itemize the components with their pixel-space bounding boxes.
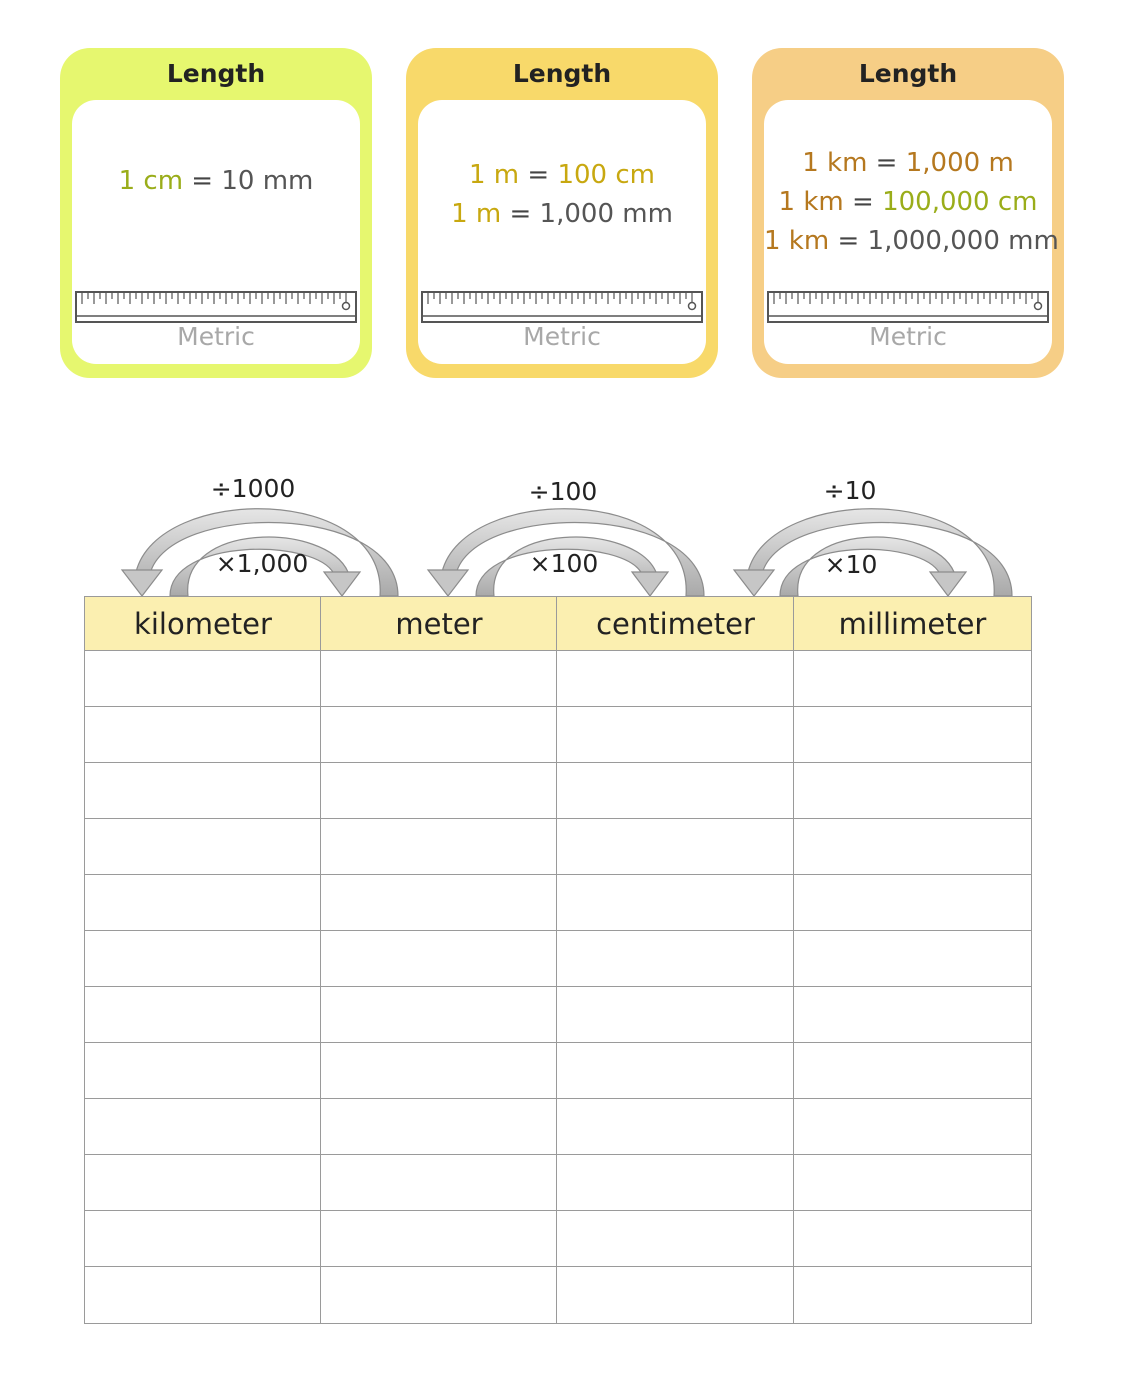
table-cell[interactable]: [84, 930, 322, 988]
table-cell[interactable]: [320, 818, 558, 876]
table-cell[interactable]: [320, 874, 558, 932]
table-cell[interactable]: [320, 1098, 558, 1156]
table-cell[interactable]: [556, 1154, 795, 1212]
equals-sign: =: [501, 199, 540, 229]
table-cell[interactable]: [84, 986, 322, 1044]
table-cell[interactable]: [556, 1042, 795, 1100]
card-title: Length: [512, 59, 612, 88]
equals-sign: =: [519, 160, 558, 190]
table-cell[interactable]: [556, 706, 795, 764]
metric-label: Metric: [523, 322, 601, 351]
multiply-arrowhead: [632, 572, 668, 596]
unit-left: 1 m: [451, 199, 502, 229]
table-cell[interactable]: [556, 818, 795, 876]
multiply-arrowhead: [324, 572, 360, 596]
table-cell[interactable]: [556, 986, 795, 1044]
equals-sign: =: [843, 187, 883, 217]
unit-left: 1 km: [778, 187, 844, 217]
divide-label: ÷1000: [210, 474, 296, 503]
multiply-arrowhead: [930, 572, 966, 596]
header-centimeter: centimeter: [556, 596, 795, 652]
table-cell[interactable]: [320, 930, 558, 988]
unit-right: 10 mm: [221, 166, 314, 196]
table-cell[interactable]: [793, 650, 1032, 708]
table-cell[interactable]: [793, 930, 1032, 988]
table-cell[interactable]: [793, 762, 1032, 820]
table-cell[interactable]: [320, 1042, 558, 1100]
table-cell[interactable]: [320, 762, 558, 820]
table-cell[interactable]: [793, 986, 1032, 1044]
divide-arrowhead: [428, 570, 468, 596]
multiply-label: ×100: [529, 549, 599, 578]
table-cell[interactable]: [793, 1154, 1032, 1212]
table-cell[interactable]: [84, 1042, 322, 1100]
unit-right: 1,000,000 mm: [867, 226, 1059, 256]
divide-arrowhead: [734, 570, 774, 596]
table-cell[interactable]: [793, 1266, 1032, 1324]
table-cell[interactable]: [793, 1098, 1032, 1156]
unit-right: 100 cm: [557, 160, 655, 190]
table-cell[interactable]: [556, 874, 795, 932]
table-cell[interactable]: [84, 706, 322, 764]
table-cell[interactable]: [556, 762, 795, 820]
table-cell[interactable]: [320, 706, 558, 764]
table-cell[interactable]: [320, 986, 558, 1044]
card-title: Length: [166, 59, 266, 88]
unit-left: 1 km: [802, 148, 868, 178]
header-meter: meter: [320, 596, 558, 652]
table-cell[interactable]: [556, 1210, 795, 1268]
table-cell[interactable]: [84, 1154, 322, 1212]
table-cell[interactable]: [320, 1210, 558, 1268]
card-title: Length: [858, 59, 958, 88]
table-cell[interactable]: [320, 650, 558, 708]
equals-sign: =: [183, 166, 222, 196]
table-cell[interactable]: [556, 1098, 795, 1156]
unit-left: 1 km: [764, 226, 830, 256]
multiply-label: ×1,000: [215, 549, 309, 578]
table-cell[interactable]: [84, 1266, 322, 1324]
table-cell[interactable]: [84, 650, 322, 708]
table-cell[interactable]: [793, 1210, 1032, 1268]
divide-label: ÷100: [528, 477, 598, 506]
table-cell[interactable]: [793, 706, 1032, 764]
table-cell[interactable]: [84, 762, 322, 820]
unit-right: 1,000 mm: [539, 199, 673, 229]
table-cell[interactable]: [320, 1266, 558, 1324]
table-cell[interactable]: [556, 1266, 795, 1324]
multiply-label: ×10: [824, 550, 878, 579]
equals-sign: =: [867, 148, 906, 178]
unit-right: 1,000 m: [905, 148, 1014, 178]
table-cell[interactable]: [320, 1154, 558, 1212]
header-kilometer: kilometer: [84, 596, 322, 652]
header-millimeter: millimeter: [793, 596, 1032, 652]
conversion-arrows: [0, 0, 1140, 600]
metric-label: Metric: [177, 322, 255, 351]
unit-left: 1 m: [469, 160, 520, 190]
table-cell[interactable]: [556, 650, 795, 708]
table-cell[interactable]: [84, 1098, 322, 1156]
table-cell[interactable]: [793, 1042, 1032, 1100]
equals-sign: =: [829, 226, 868, 256]
divide-label: ÷10: [823, 476, 877, 505]
conversion-table: [84, 596, 1032, 1322]
table-cell[interactable]: [84, 818, 322, 876]
table-cell[interactable]: [793, 818, 1032, 876]
table-cell[interactable]: [84, 1210, 322, 1268]
table-cell[interactable]: [84, 874, 322, 932]
unit-left: 1 cm: [118, 166, 184, 196]
unit-right: 100,000 cm: [882, 187, 1038, 217]
table-cell[interactable]: [556, 930, 795, 988]
metric-label: Metric: [869, 322, 947, 351]
table-cell[interactable]: [793, 874, 1032, 932]
divide-arrowhead: [122, 570, 162, 596]
